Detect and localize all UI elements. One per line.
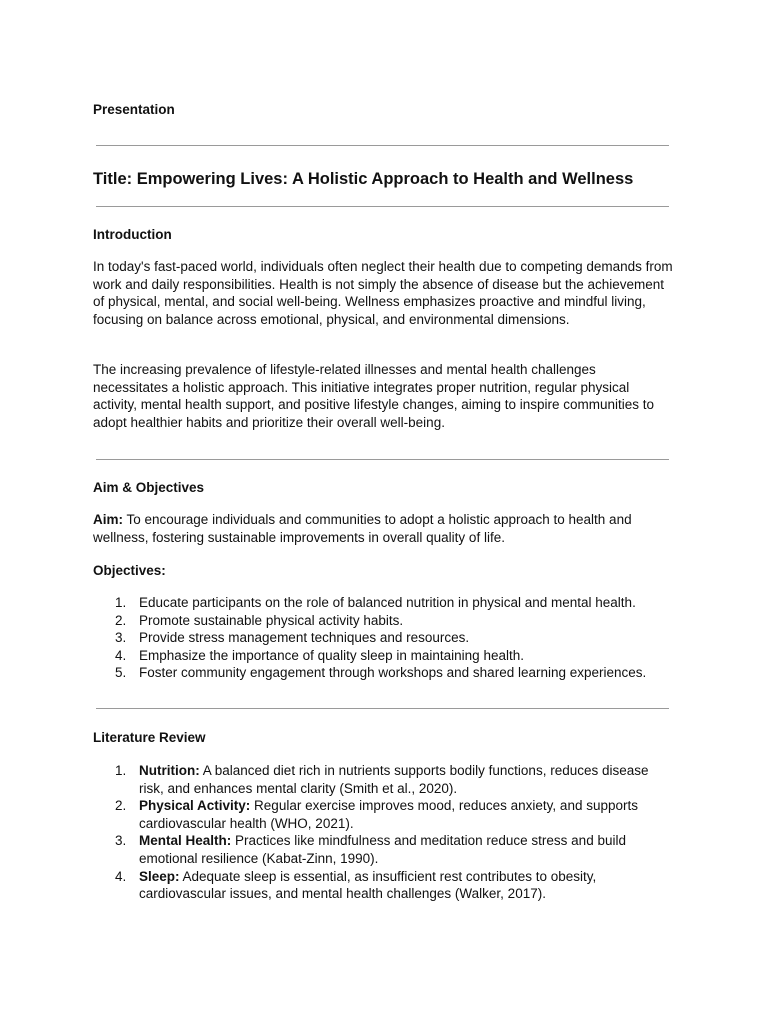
- list-item: [93, 868, 653, 903]
- objective-text: Foster community engagement through workshops and shared learning experiences.: [139, 665, 647, 681]
- review-term: Sleep:: [139, 868, 180, 884]
- literature-review-heading: Literature Review: [93, 730, 206, 745]
- page-title: Title: Empowering Lives: A Holistic Approach to Health and Wellness: [93, 170, 634, 188]
- horizontal-rule: [96, 206, 669, 207]
- review-text: Practices like mindfulness and meditation reduce stress and build emotional resilience (Kabat-Zinn, 1990).: [139, 833, 626, 866]
- objective-text: Emphasize the importance of quality sleep in maintaining health.: [139, 647, 524, 663]
- objective-text: Provide stress management techniques and resources.: [139, 630, 470, 646]
- objectives-heading: Objectives:: [93, 563, 166, 578]
- horizontal-rule: [96, 708, 669, 709]
- review-text: A balanced diet rich in nutrients supports bodily functions, reduces disease risk, and enhances mental clarity (Smith et al., 2020).: [139, 763, 649, 796]
- list-number: 3.: [115, 833, 127, 849]
- review-term: Physical Activity:: [139, 798, 251, 814]
- objective-text: Promote sustainable physical activity habits.: [139, 612, 404, 628]
- list-number: 2.: [115, 612, 127, 628]
- list-item: [93, 664, 683, 682]
- introduction-heading: Introduction: [93, 227, 172, 242]
- list-item: [93, 762, 653, 797]
- aim-objectives-heading: Aim & Objectives: [93, 480, 205, 495]
- list-number: 3.: [115, 630, 127, 646]
- review-term: Nutrition:: [139, 763, 200, 778]
- horizontal-rule: [96, 459, 669, 460]
- literature-review-list: [93, 762, 653, 903]
- horizontal-rule: [96, 145, 669, 146]
- review-text: Adequate sleep is essential, as insufficient rest contributes to obesity, cardiovascular issues, and mental health challenges (Walker, 2017).: [139, 868, 597, 902]
- review-term: Mental Health:: [139, 833, 232, 849]
- aim-label: Aim:: [93, 512, 123, 527]
- list-number: 5.: [115, 665, 127, 681]
- objectives-list: [93, 594, 683, 682]
- list-number: 2.: [115, 798, 127, 814]
- list-number: 4.: [115, 868, 127, 884]
- list-item: [93, 832, 653, 867]
- list-item: [93, 647, 683, 665]
- list-item: [93, 594, 683, 612]
- list-item: [93, 612, 683, 630]
- aim-paragraph: [93, 511, 673, 546]
- introduction-paragraph: In today's fast-paced world, individuals often neglect their health due to competing demands from work and daily responsibilities. Health is not simply the absence of disease but the achievement of physical, mental, and social well-being. Wellness emphasizes proactive and mindful living, focusing on balance across emotional, physical, and environmental dimensions.: [93, 259, 673, 327]
- list-number: 1.: [115, 595, 127, 610]
- list-number: 1.: [115, 763, 127, 778]
- list-number: 4.: [115, 647, 127, 663]
- list-item: [93, 629, 683, 647]
- document-label: Presentation: [93, 102, 175, 117]
- objective-text: Educate participants on the role of balanced nutrition in physical and mental health.: [139, 595, 636, 610]
- introduction-paragraph: The increasing prevalence of lifestyle-related illnesses and mental health challenges necessitates a holistic approach. This initiative integrates proper nutrition, regular physical activity, mental health support, and positive lifestyle changes, aiming to inspire communities to adopt healthier habits and prioritize their overall well-being.: [93, 362, 655, 430]
- list-item: [93, 797, 653, 832]
- review-text: Regular exercise improves mood, reduces anxiety, and supports cardiovascular health (WHO, 2021).: [139, 798, 638, 831]
- aim-text: To encourage individuals and communities to adopt a holistic approach to health and wellness, fostering sustainable improvements in overall quality of life.: [93, 512, 632, 545]
